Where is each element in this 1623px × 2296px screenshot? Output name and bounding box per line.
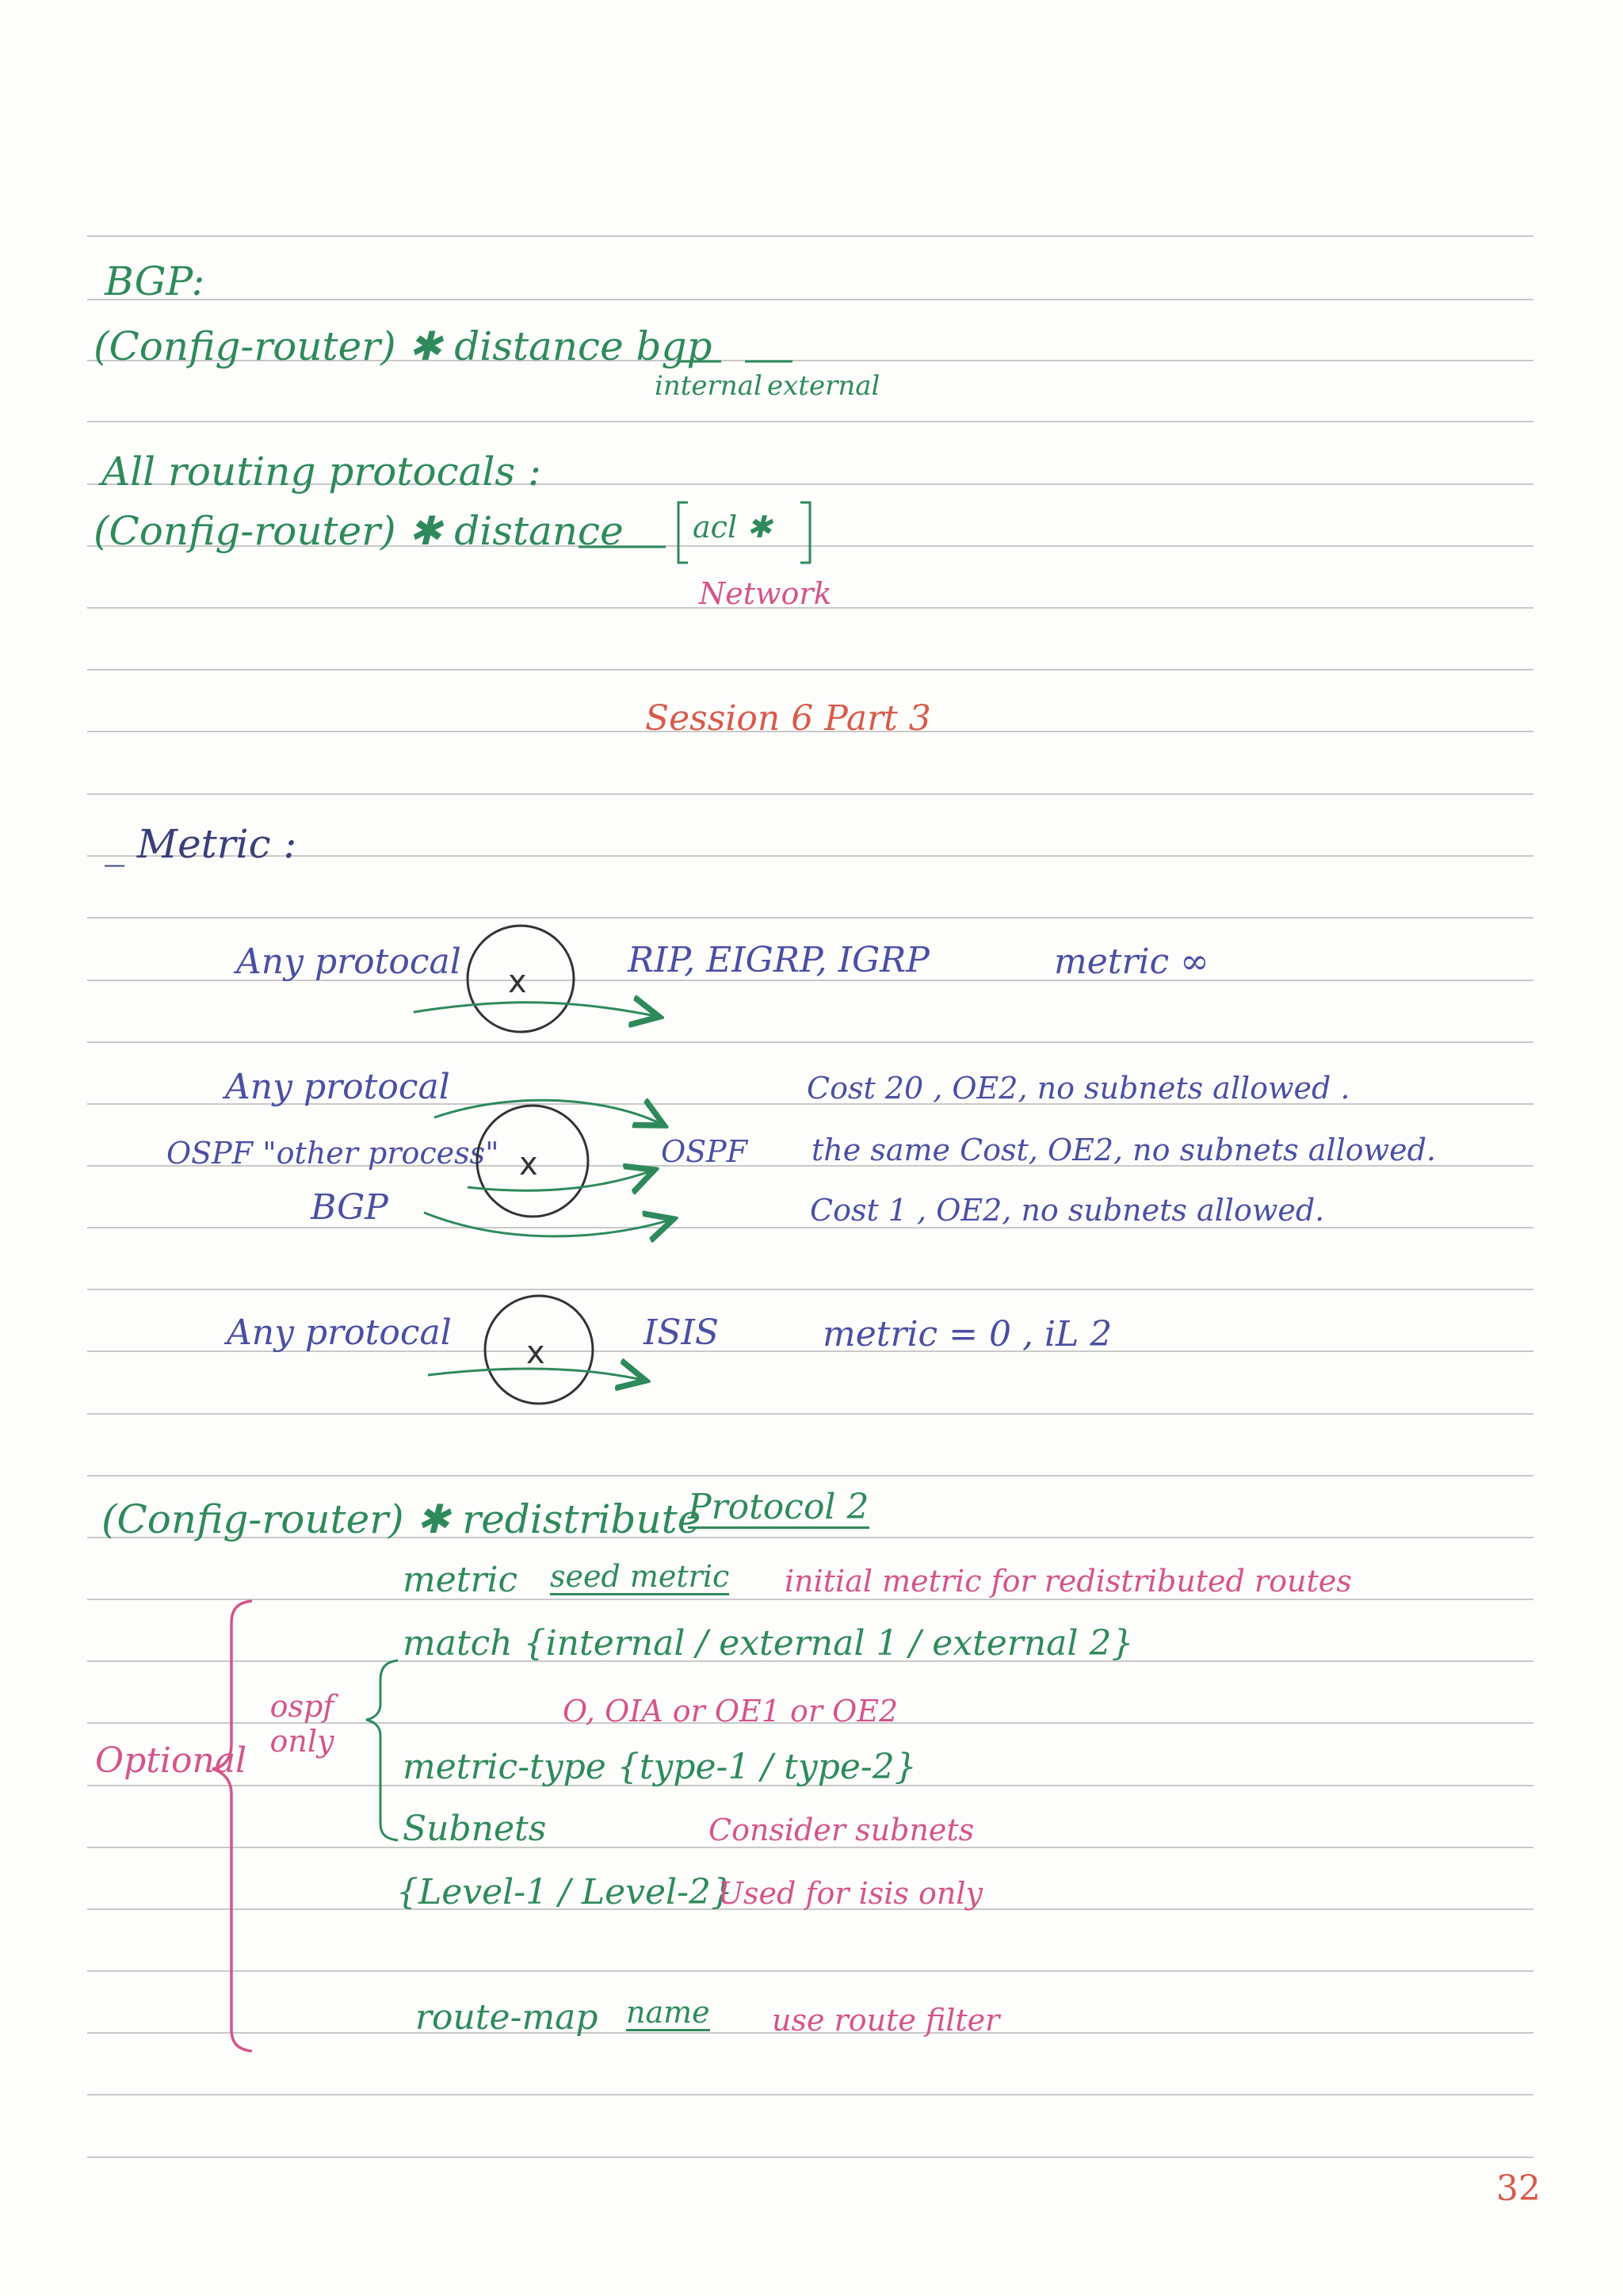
optional-label: Optional xyxy=(95,1740,247,1781)
route-map-note: use route filter xyxy=(772,2003,1000,2038)
ospf-note-bgp: Cost 1 , OE2, no subnets allowed. xyxy=(810,1193,1325,1228)
metric-type-option: metric-type {type-1 / type-2} xyxy=(403,1747,917,1787)
rip-target-label: RIP, EIGRP, IGRP xyxy=(628,940,930,980)
ospf-note-other-process: the same Cost, OE2, no subnets allowed. xyxy=(812,1133,1436,1167)
session-heading: Session 6 Part 3 xyxy=(645,698,931,739)
all-protocols-heading: All routing protocals : xyxy=(101,449,541,495)
bgp-external-label: external xyxy=(767,370,880,402)
match-option: match {internal / external 1 / external 2} xyxy=(403,1623,1134,1664)
route-map-keyword: route-map xyxy=(415,1997,598,2038)
ospf-target-label: OSPF xyxy=(661,1134,748,1169)
bgp-distance-command: (Config-router) ✱ distance bgp xyxy=(94,323,712,369)
ospf-only-label: ospf only xyxy=(269,1689,334,1759)
redistribute-command: (Config-router) ✱ redistribute xyxy=(101,1496,701,1542)
all-protocols-distance-command: (Config-router) ✱ distance xyxy=(94,508,624,554)
rip-source-label: Any protocal xyxy=(236,942,461,982)
seed-metric-note: initial metric for redistributed routes xyxy=(785,1564,1352,1599)
level-option: {Level-1 / Level-2} xyxy=(396,1872,733,1912)
ospf-bgp-arrow xyxy=(424,1213,674,1236)
ospf-any-arrow xyxy=(434,1100,664,1125)
bgp-heading: BGP: xyxy=(105,258,205,304)
ospf-other-process-arrow xyxy=(468,1170,655,1190)
rip-metric-note: metric ∞ xyxy=(1054,942,1209,982)
redistribute-protocol: Protocol 2 xyxy=(688,1487,869,1527)
ospf-only-brace xyxy=(366,1660,398,1840)
optional-brace xyxy=(212,1601,252,2051)
match-note: O, OIA or OE1 or OE2 xyxy=(563,1694,899,1729)
subnets-note: Consider subnets xyxy=(708,1813,975,1847)
isis-metric-note: metric = 0 , iL 2 xyxy=(823,1314,1113,1354)
isis-target-label: ISIS xyxy=(643,1312,720,1353)
acl-close-bracket xyxy=(800,502,810,563)
level-note: Used for isis only xyxy=(718,1876,983,1911)
ospf-note-any: Cost 20 , OE2, no subnets allowed . xyxy=(807,1071,1350,1106)
ospf-source-bgp: BGP xyxy=(311,1187,388,1228)
metric-keyword: metric xyxy=(403,1560,518,1600)
metric-heading: _ Metric : xyxy=(105,821,297,867)
isis-source-label: Any protocal xyxy=(227,1312,452,1353)
route-map-name: name xyxy=(626,1995,710,2030)
bgp-internal-label: internal xyxy=(655,370,762,402)
rip-block-x: x xyxy=(508,964,527,1000)
ospf-source-any: Any protocal xyxy=(225,1067,450,1107)
isis-block-x: x xyxy=(526,1335,545,1371)
rip-redistribute-arrow xyxy=(414,1003,659,1017)
ospf-block-x: x xyxy=(519,1146,538,1182)
subnets-option: Subnets xyxy=(403,1809,547,1849)
page-number: 32 xyxy=(1496,2168,1541,2209)
acl-open-bracket xyxy=(678,502,688,563)
network-label: Network xyxy=(699,576,832,611)
acl-option: acl ✱ xyxy=(693,510,773,544)
seed-metric-value: seed metric xyxy=(550,1559,730,1594)
ospf-source-other-process: OSPF "other process" xyxy=(166,1136,499,1171)
